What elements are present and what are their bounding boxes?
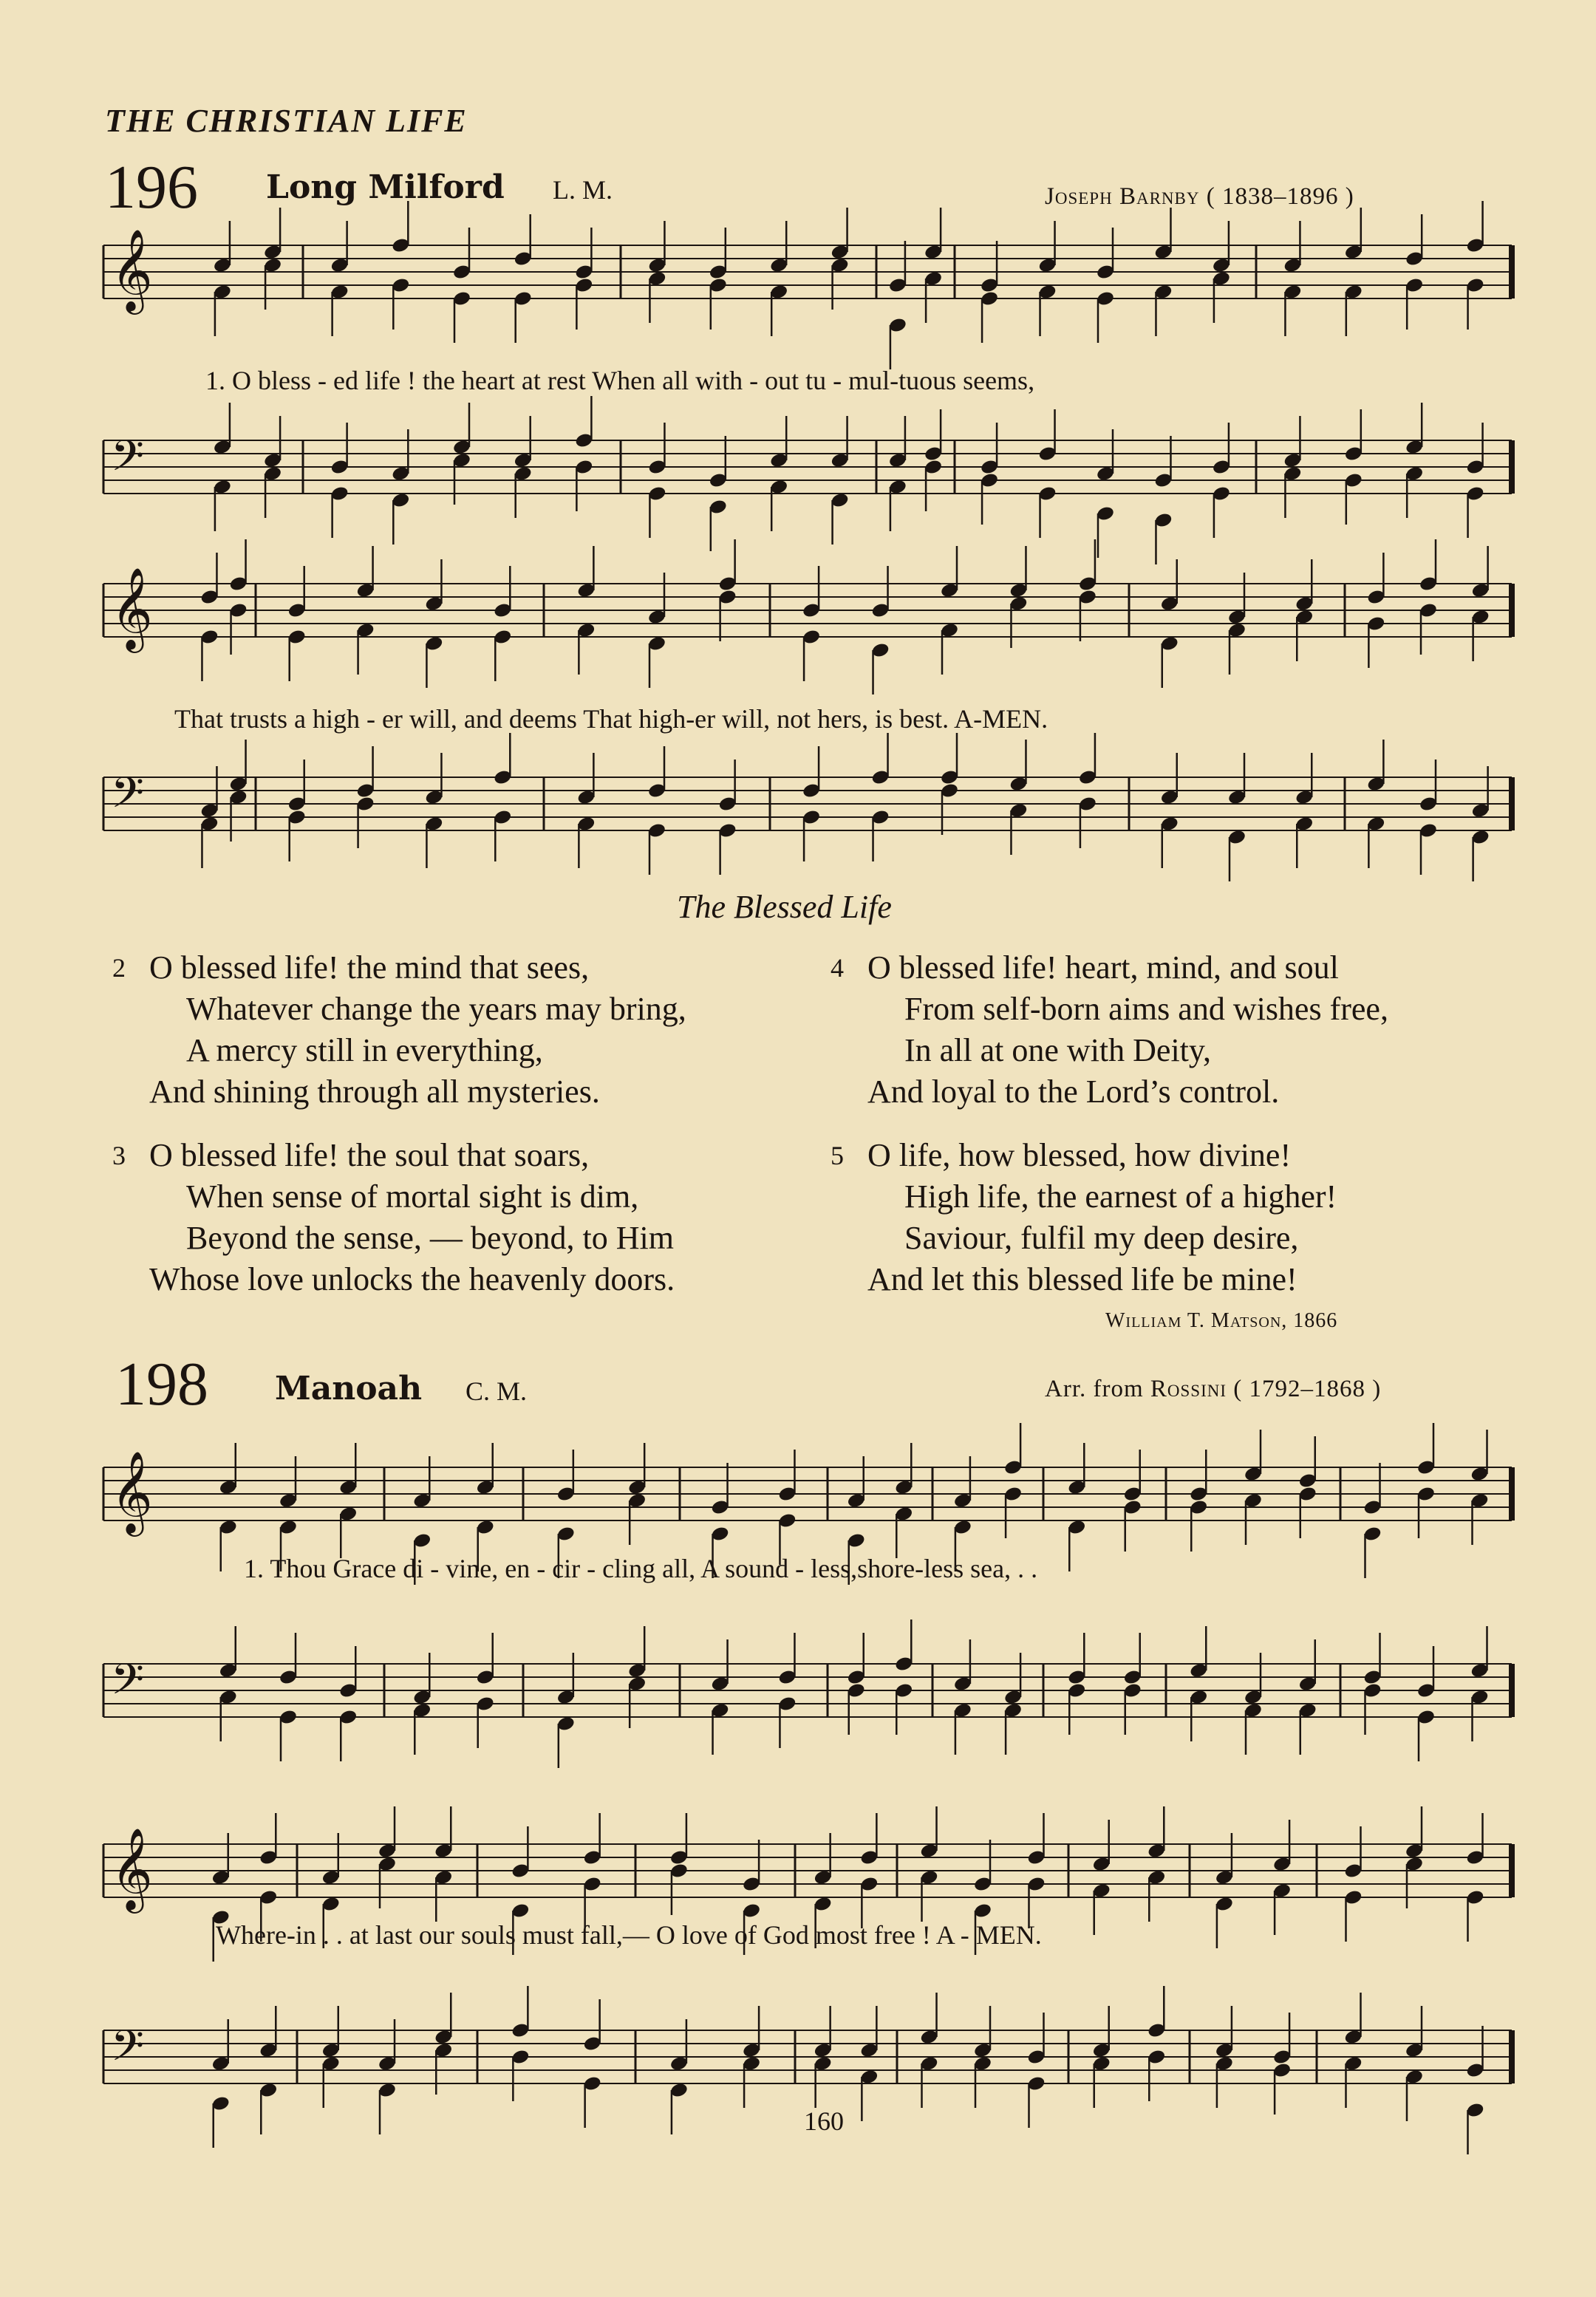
stanza-number: 5 (831, 1141, 844, 1170)
hymn-196-lyrics-line-1: 1. O bless - ed life ! the heart at rest When all with - out tu - mul-tuous seems, (205, 366, 1035, 395)
stanza-line: O blessed life! heart, mind, and soul (867, 949, 1339, 986)
treble-clef-icon: 𝄞 (111, 569, 153, 648)
page-number: 160 (804, 2106, 844, 2136)
hymn-198-meter: C. M. (466, 1376, 528, 1406)
hymn-198-lyrics-line-2: Where-in . . at last our souls must fall,— O love of God most free ! A - MEN. (216, 1920, 1042, 1950)
stanza-line: A mercy still in everything, (186, 1032, 543, 1068)
stanza-line: Beyond the sense, — beyond, to Him (186, 1220, 674, 1256)
stanza-line: O blessed life! the soul that soars, (149, 1137, 590, 1173)
hymn-198-number: 198 (115, 1350, 208, 1419)
hymn-196-lyrics-line-2: That trusts a high - er will, and deems That high-er will, not hers, is best. A-MEN. (174, 704, 1048, 734)
composer-prefix: Arr. from (1045, 1376, 1144, 1402)
stanza-4 (831, 947, 1388, 1113)
hymn-196-tune-name: Long Milford (266, 168, 505, 206)
stanza-line: O blessed life! the mind that sees, (149, 949, 590, 986)
hymn-196-meter: L. M. (553, 175, 613, 205)
stanza-line: From self-born aims and wishes free, (904, 991, 1388, 1027)
hymn-196-title: The Blessed Life (677, 889, 892, 925)
bass-clef-icon: 𝄢 (111, 434, 145, 491)
composer-name: Rossini (1150, 1376, 1227, 1402)
stanza-number: 2 (112, 953, 126, 983)
stanza-line: When sense of mortal sight is dim, (186, 1178, 639, 1215)
hymn-198-composer (1045, 1376, 1381, 1403)
stanza-5 (831, 1135, 1337, 1300)
composer-dates: ( 1792–1868 ) (1233, 1376, 1382, 1402)
treble-clef-icon: 𝄞 (111, 1829, 153, 1908)
stanza-number: 3 (112, 1141, 126, 1170)
stanza-3 (112, 1135, 675, 1300)
stanza-line: Saviour, fulfil my deep desire, (904, 1220, 1299, 1256)
bass-clef-icon: 𝄢 (111, 771, 145, 827)
stanza-line: In all at one with Deity, (904, 1032, 1212, 1068)
hymn-196-number: 196 (105, 153, 198, 222)
hymn-198-lyrics-line-1: 1. Thou Grace di - vine, en - cir - cling all, A sound - less,shore-less sea, . . (244, 1554, 1038, 1583)
stanza-line: O life, how blessed, how divine! (867, 1137, 1292, 1173)
stanza-line: And loyal to the Lord’s control. (867, 1074, 1280, 1110)
stanza-line: Whose love unlocks the heavenly doors. (149, 1261, 675, 1297)
stanza-line: And shining through all mysteries. (149, 1074, 600, 1110)
hymn-198-tune-name: Manoah (275, 1370, 423, 1407)
composer-dates: ( 1838–1896 ) (1206, 183, 1354, 210)
stanza-line: High life, the earnest of a higher! (904, 1178, 1337, 1215)
stanza-number: 4 (831, 953, 844, 983)
stanza-2 (112, 947, 686, 1113)
stanza-line: And let this blessed life be mine! (867, 1261, 1297, 1297)
section-title: THE CHRISTIAN LIFE (105, 103, 468, 139)
stanza-line: Whatever change the years may bring, (186, 991, 686, 1027)
hymn-196-author: William T. Matson, 1866 (1105, 1309, 1338, 1332)
treble-clef-icon: 𝄞 (111, 231, 153, 310)
bass-clef-icon: 𝄢 (111, 1657, 145, 1714)
bass-clef-icon: 𝄢 (111, 2024, 145, 2081)
treble-clef-icon: 𝄞 (111, 1453, 153, 1532)
composer-name: Joseph Barnby (1045, 183, 1200, 210)
